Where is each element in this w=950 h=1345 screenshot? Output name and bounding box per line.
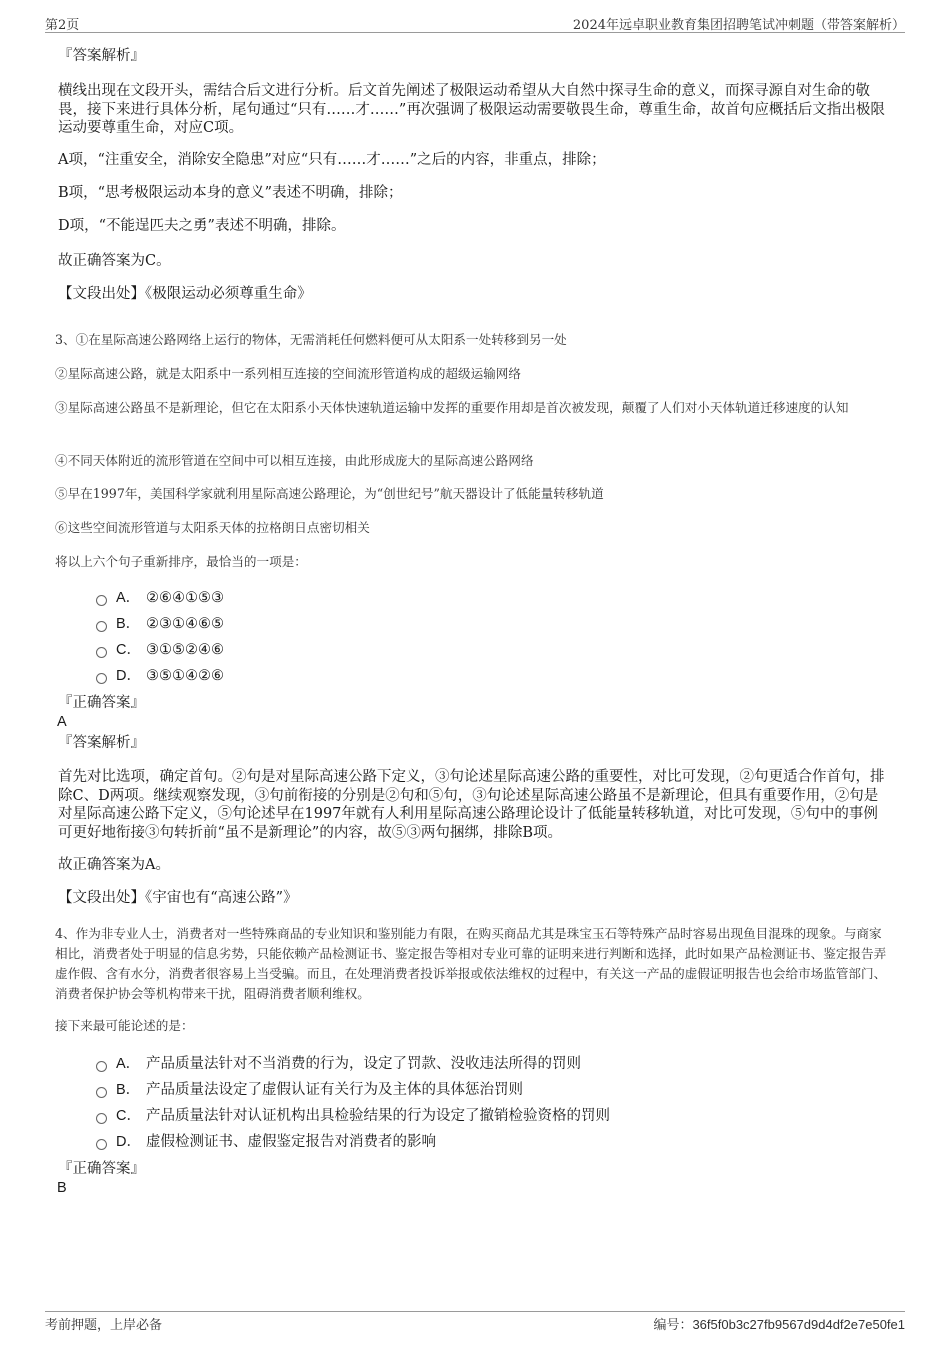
code-value: 36f5f0b3c27fb9567d9d4df2e7e50fe1 <box>692 1317 905 1332</box>
q2-analysis-text: 横线出现在文段开头，需结合后文进行分析。后文首先阐述了极限运动希望从大自然中探寻生命的意义，而探寻源自对生命的敬畏，接下来进行具体分析，尾句通过“只有……才……”再次强调了极限运动需要敬畏生命，尊重生命，故首句应概括后文指出极限运动要尊重生命，对应C项。 <box>58 83 885 136</box>
header-divider <box>45 32 905 33</box>
q2-option-a-explanation: A项，“注重安全，消除安全隐患”对应“只有……才……”之后的内容，非重点，排除； <box>58 152 606 168</box>
q3-sentence-4: ④不同天体附近的流形管道在空间中可以相互连接，由此形成庞大的星际高速公路网络 <box>55 453 534 468</box>
q2-conclusion: 故正确答案为C。 <box>58 253 171 269</box>
option-label: A． <box>116 590 141 606</box>
q3-sentence-3: ③星际高速公路虽不是新理论，但它在太阳系小天体快速轨道运输中发挥的重要作用却是首次被发现，颠覆了人们对小天体轨道迁移速度的认知 <box>55 400 849 415</box>
option-text: 虚假检测证书、虚假鉴定报告对消费者的影响 <box>146 1134 436 1150</box>
q3-sentence-1: 3、①在星际高速公路网络上运行的物体，无需消耗任何燃料便可从太阳系一处转移到另一处 <box>55 332 567 347</box>
page-number: 第2页 <box>45 18 80 33</box>
q3-analysis-text: 首先对比选项，确定首句。②句是对星际高速公路下定义，③句论述星际高速公路的重要性，对比可发现，②句更适合作首句，排除C、D两项。继续观察发现，③句前衔接的分别是②句和⑤句，③句论述星际高速公路虽不是新理论，但具有重要作用，②句是对星际高速公路下定义，⑤句论述早在1997年就有人利用星际高速公路理论设计了低能量转移轨道，对比可发现，⑤句中的事例可更好地衔接③句转折前“虽不是新理论”的内容，故⑤③两句捆绑，排除B项。 <box>58 769 885 841</box>
q3-prompt: 将以上六个句子重新排序，最恰当的一项是： <box>55 554 307 569</box>
q3-answer: A <box>57 714 67 730</box>
q2-option-b-explanation: B项，“思考极限运动本身的意义”表述不明确，排除； <box>58 185 403 201</box>
q3-option-a[interactable] <box>96 588 224 608</box>
option-text: 产品质量法针对不当消费的行为，设定了罚款、没收违法所得的罚则 <box>146 1056 581 1072</box>
option-label: D． <box>116 1134 141 1150</box>
option-text: ③①⑤②④⑥ <box>146 642 224 658</box>
q2-source: 【文段出处】《极限运动必须尊重生命》 <box>58 286 312 302</box>
q2-analysis-label: 『答案解析』 <box>58 48 145 64</box>
q3-sentence-5: ⑤早在1997年，美国科学家就利用星际高速公路理论，为“创世纪号”航天器设计了低能量转移轨道 <box>55 486 604 501</box>
option-label: A． <box>116 1056 141 1072</box>
option-label: B． <box>116 1082 141 1098</box>
option-label: C． <box>116 1108 141 1124</box>
radio-button-icon[interactable] <box>96 1139 107 1150</box>
option-text: ②⑥④①⑤③ <box>146 590 224 606</box>
q3-sentence-6: ⑥这些空间流形管道与太阳系天体的拉格朗日点密切相关 <box>55 520 370 535</box>
option-text: 产品质量法设定了虚假认证有关行为及主体的具体惩治罚则 <box>146 1082 523 1098</box>
q4-answer: B <box>57 1180 67 1196</box>
q3-option-d[interactable] <box>96 666 224 686</box>
option-text: ③⑤①④②⑥ <box>146 668 224 684</box>
q4-answer-label: 『正确答案』 <box>58 1161 145 1177</box>
document-title: 2024年远卓职业教育集团招聘笔试冲刺题（带答案解析） <box>572 18 905 33</box>
radio-button-icon[interactable] <box>96 595 107 606</box>
option-label: B． <box>116 616 141 632</box>
document-code <box>653 1314 905 1333</box>
option-text: ②③①④⑥⑤ <box>146 616 224 632</box>
q4-option-a[interactable] <box>96 1054 581 1074</box>
footer-slogan: 考前押题，上岸必备 <box>45 1318 163 1333</box>
q3-source: 【文段出处】《宇宙也有“高速公路”》 <box>58 890 298 906</box>
radio-button-icon[interactable] <box>96 1087 107 1098</box>
radio-button-icon[interactable] <box>96 621 107 632</box>
q4-option-b[interactable] <box>96 1080 523 1100</box>
q3-sentence-2: ②星际高速公路，就是太阳系中一系列相互连接的空间流形管道构成的超级运输网络 <box>55 366 521 381</box>
q3-option-b[interactable] <box>96 614 224 634</box>
option-label: C． <box>116 642 141 658</box>
q4-option-c[interactable] <box>96 1106 610 1126</box>
q4-text: 4、作为非专业人士，消费者对一些特殊商品的专业知识和鉴别能力有限，在购买商品尤其是珠宝玉石等特殊产品时容易出现鱼目混珠的现象。与商家相比，消费者处于明显的信息劣势，只能依赖产品检测证书、鉴定报告等相对专业可靠的证明来进行判断和选择，此时如果产品检测证书、鉴定报告弄虚作假、含有水分，消费者很容易上当受骗。而且，在处理消费者投诉举报或依法维权的过程中，有关这一产品的虚假证明报告也会给市场监管部门、消费者保护协会等机构带来干扰，阻碍消费者顺利维权。 <box>55 926 887 1001</box>
code-label: 编号： <box>653 1318 693 1333</box>
q3-conclusion: 故正确答案为A。 <box>58 857 170 873</box>
radio-button-icon[interactable] <box>96 1061 107 1072</box>
option-text: 产品质量法针对认证机构出具检验结果的行为设定了撤销检验资格的罚则 <box>146 1108 610 1124</box>
q3-analysis-label: 『答案解析』 <box>58 735 145 751</box>
q3-answer-label: 『正确答案』 <box>58 695 145 711</box>
radio-button-icon[interactable] <box>96 1113 107 1124</box>
radio-button-icon[interactable] <box>96 673 107 684</box>
footer-divider <box>45 1311 905 1312</box>
q2-option-d-explanation: D项，“不能逞匹夫之勇”表述不明确，排除。 <box>58 218 346 234</box>
radio-button-icon[interactable] <box>96 647 107 658</box>
option-label: D． <box>116 668 141 684</box>
q4-prompt: 接下来最可能论述的是： <box>55 1018 194 1033</box>
q3-option-c[interactable] <box>96 640 224 660</box>
q4-option-d[interactable] <box>96 1132 436 1152</box>
